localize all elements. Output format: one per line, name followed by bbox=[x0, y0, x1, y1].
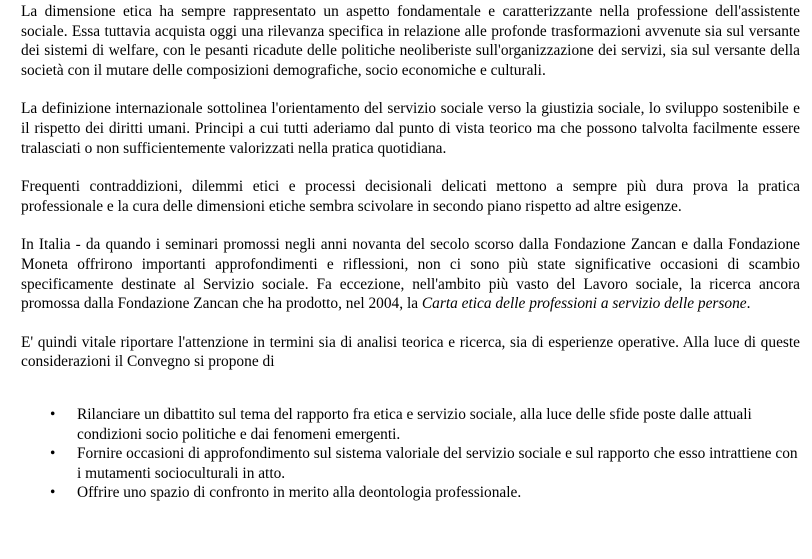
paragraph-italy bbox=[21, 235, 800, 313]
paragraph-italy-end: . bbox=[746, 295, 751, 313]
bullet-icon: • bbox=[50, 445, 56, 463]
goals-list bbox=[21, 405, 800, 503]
bullet-icon: • bbox=[50, 484, 56, 502]
list-item bbox=[21, 444, 800, 483]
paragraph-italy-italic-title: Carta etica delle professioni a servizio delle persone bbox=[421, 295, 747, 313]
list-item bbox=[21, 405, 800, 444]
list-item bbox=[21, 483, 800, 503]
list-item-text: Offrire uno spazio di confronto in merito alla deontologia professionale. bbox=[77, 484, 522, 502]
paragraph-italy-text: In Italia - da quando i seminari promossi negli anni novanta del secolo scorso dalla Fondazione Zancan e dalla Fondazione Moneta offrirono importanti approfondimenti e riflessioni, non ci sono più state significative occasioni di scambio specificamente destinate al Servizio sociale. Fa eccezione, nell'ambito più vasto del Lavoro sociale, la ricerca ancora promossa dalla Fondazione Zancan che ha prodotto, nel 2004, la bbox=[21, 236, 800, 313]
bullet-icon: • bbox=[50, 405, 56, 423]
paragraph-international-definition: La definizione internazionale sottolinea l'orientamento del servizio sociale verso la giustizia sociale, lo sviluppo sostenibile e il rispetto dei diritti umani. Principi a cui tutti aderiamo dal punto di vista teorico ma che possono talvolta facilmente essere tralasciati o non sufficientemente valorizzati nella pratica quotidiana. bbox=[21, 100, 800, 157]
paragraph-ethics-dimension: La dimensione etica ha sempre rappresentato un aspetto fondamentale e caratterizzante nella professione dell'assistente sociale. Essa tuttavia acquista oggi una rilevanza specifica in relazione alle profonde trasformazioni avvenute sia sul versante dei sistemi di welfare, con le pesanti ricadute delle politiche neoliberiste sull'organizzazione dei servizi, sia sul versante della società con il mutare delle composizioni demografiche, socio economiche e culturali. bbox=[21, 3, 800, 79]
paragraph-conference-goals: E' quindi vitale riportare l'attenzione in termini sia di analisi teorica e ricerca, sia di esperienze operative. Alla luce di queste considerazioni il Convegno si propone di bbox=[21, 333, 800, 371]
paragraph-contradictions: Frequenti contraddizioni, dilemmi etici e processi decisionali delicati mettono a sempre più dura prova la pratica professionale e la cura delle dimensioni etiche sembra scivolare in secondo piano rispetto ad altre esigenze. bbox=[21, 178, 800, 215]
list-item-text: Fornire occasioni di approfondimento sul sistema valoriale del servizio sociale e sul rapporto che esso intrattiene con i mutamenti socioculturali in atto. bbox=[77, 445, 798, 482]
list-item-text: Rilanciare un dibattito sul tema del rapporto fra etica e servizio sociale, alla luce delle sfide poste dalle attuali condizioni socio politiche e dai fenomeni emergenti. bbox=[77, 405, 752, 443]
